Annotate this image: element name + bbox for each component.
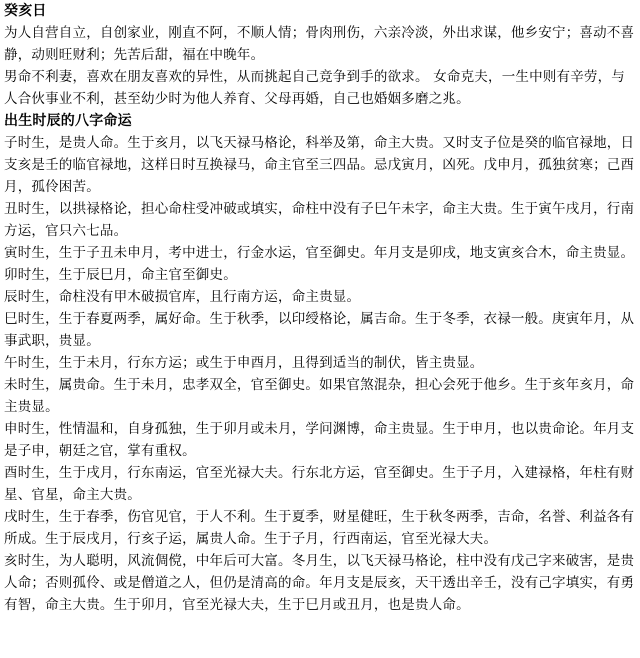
intro-paragraph-1: 为人自营自立，自创家业，刚直不阿，不顺人情；骨肉刑伤，六亲冷淡，外出求谋，他乡安宁；喜动不喜静，动则旺财利；先苦后甜，福在中晚年。 [4,25,635,63]
hour-chou-paragraph: 丑时生，以拱禄格论，担心命柱受冲破或填实，命柱中没有子巳午未字，命主大贵。生于寅午戌月，行南方运，官只六七品。 [4,201,635,239]
hour-xu-paragraph: 戌时生，生于春季，伤官见官，于人不利。生于夏季，财星健旺，生于秋冬两季，吉命，名誉、利益各有所成。生于辰戌月，行亥子运，属贵人命。生于子月，行西南运，官至光禄大夫。 [4,509,635,547]
hour-si-paragraph: 巳时生，生于春夏两季，属好命。生于秋季，以印绶格论，属吉命。生于冬季，衣禄一般。庚寅年月，从事武职，贵显。 [4,311,635,349]
hour-wu-paragraph: 午时生，生于未月，行东方运；或生于申酉月，且得到适当的制伏，皆主贵显。 [4,355,484,371]
section-heading: 出生时辰的八字命运 [4,113,132,129]
hour-yin-paragraph: 寅时生，生于子丑未申月，考中进士，行金水运，官至御史。年月支是卯戌，地支寅亥合木，命主贵显。 [4,245,635,261]
page-title: 癸亥日 [4,3,47,19]
hour-shen-paragraph: 申时生，性情温和，自身孤独，生于卯月或未月，学问渊博，命主贵显。生于申月，也以贵命论。年月支是子申，朝廷之官，掌有重权。 [4,421,635,459]
hour-chen-paragraph: 辰时生，命柱没有甲木破损官库，且行南方运，命主贵显。 [4,289,361,305]
hour-zi-paragraph: 子时生，是贵人命。生于亥月，以飞天禄马格论，科举及第，命主大贵。又时支子位是癸的临官禄地，日支亥是壬的临官禄地，这样日时互换禄马，命主官至三四品。忌戊寅月，凶死。戊申月，孤独贫寒；己酉月，孤伶困苦。 [4,135,635,195]
hour-wei-paragraph: 未时生，属贵命。生于未月，忠孝双全，官至御史。如果官煞混杂，担心会死于他乡。生于亥年亥月，命主贵显。 [4,377,635,415]
hour-mao-paragraph: 卯时生，生于辰巳月，命主官至御史。 [4,267,237,283]
hour-hai-paragraph: 亥时生，为人聪明，风流倜傥，中年后可大富。冬月生，以飞天禄马格论，柱中没有戊己字来破害，是贵人命；否则孤伶、或是僧道之人，但仍是清高的命。年月支是辰亥，天干透出辛壬，没有己字填实，有勇有智，命主大贵。生于卯月，官至光禄大夫，生于巳月或丑月，也是贵人命。 [4,553,635,613]
hour-you-paragraph: 酉时生，生于戌月，行东南运，官至光禄大夫。行东北方运，官至御史。生于子月，入建禄格，年柱有财星、官星，命主大贵。 [4,465,635,503]
intro-paragraph-2: 男命不利妻，喜欢在朋友喜欢的异性，从而挑起自己竞争到手的欲求。 女命克夫，一生中则有辛劳，与人合伙事业不利，甚至幼少时为他人养育、父母再婚，自己也婚姻多磨之兆。 [4,69,625,107]
